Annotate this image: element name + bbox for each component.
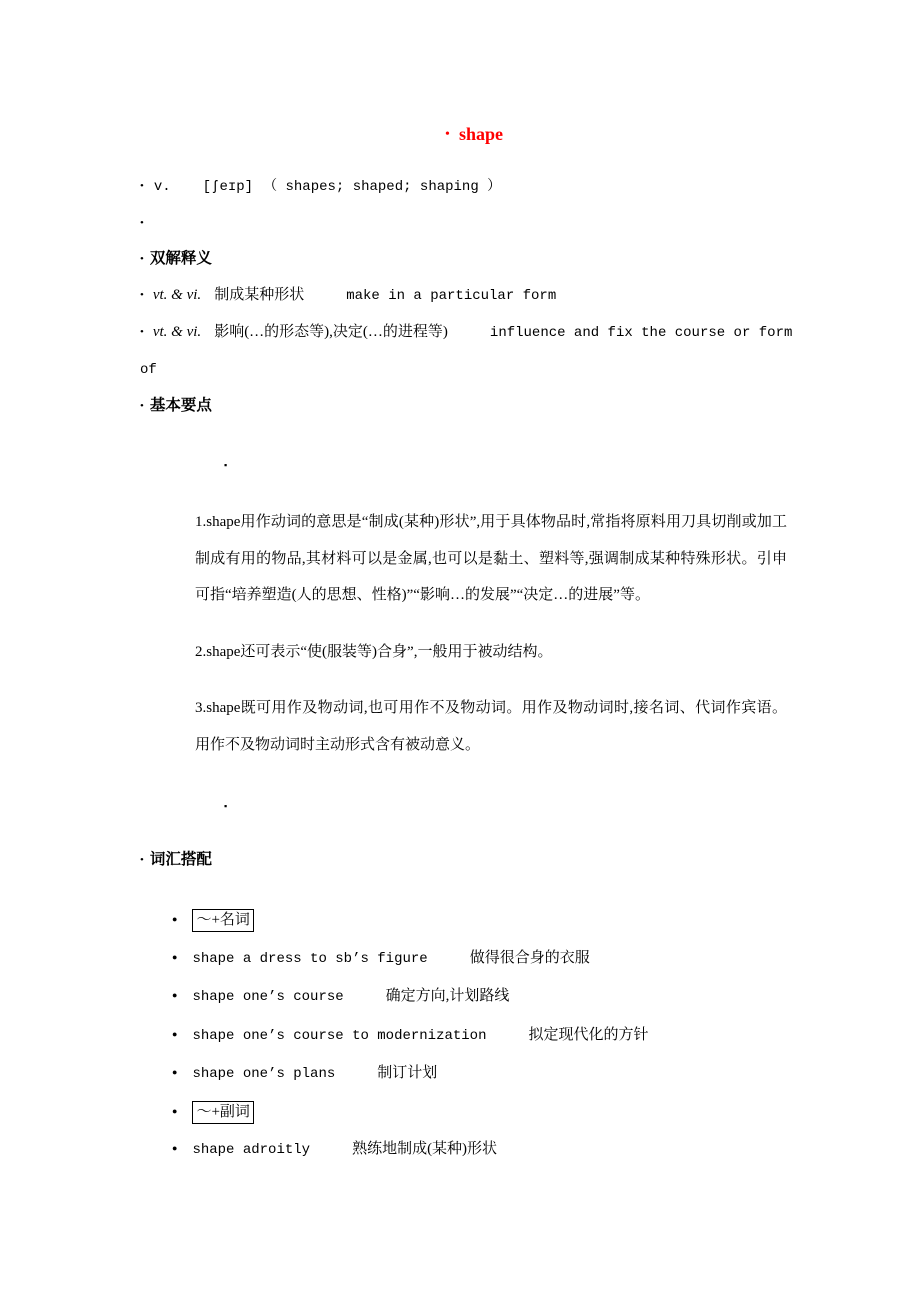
section-heading-meanings	[140, 241, 808, 277]
collocation-row	[172, 1016, 808, 1055]
collocation-category-row	[172, 901, 808, 939]
collocation-english: shape one’s course	[192, 989, 344, 1005]
section-heading-text: 基本要点	[149, 397, 212, 414]
collocation-row	[172, 1130, 808, 1169]
empty-bullet-line	[140, 205, 808, 241]
bullet-icon: •	[140, 217, 144, 229]
collocation-chinese: 拟定现代化的方针	[528, 1026, 649, 1043]
collocation-english: shape one’s plans	[192, 1066, 336, 1082]
part-of-speech: v.	[153, 179, 171, 195]
section-heading-text: 词汇搭配	[149, 851, 212, 868]
collocation-row	[172, 977, 808, 1016]
collocation-english: shape adroitly	[192, 1142, 311, 1158]
round-bullet-icon: ●	[172, 1067, 178, 1077]
round-bullet-icon: ●	[172, 1028, 178, 1039]
list-bullet-line	[224, 446, 808, 483]
collocation-category: ～+副词	[192, 1101, 253, 1124]
meaning-item	[140, 277, 808, 314]
title-bullet-icon: •	[445, 127, 450, 142]
round-bullet-icon: ●	[172, 1143, 178, 1153]
headword-line	[140, 168, 808, 205]
page-title	[140, 122, 808, 148]
section-heading-text: 双解释义	[149, 250, 212, 267]
pronunciation: [ʃeɪp]	[202, 179, 254, 195]
point-paragraph: 2.shape还可表示“使(服装等)合身”,一般用于被动结构。	[195, 643, 553, 660]
bullet-icon: •	[140, 400, 144, 412]
list-bullet-line	[224, 787, 808, 824]
headword-title: shape	[458, 124, 503, 144]
word-forms: （ shapes; shaped; shaping ）	[263, 179, 502, 195]
meaning-chinese: 制成某种形状	[214, 287, 305, 303]
square-bullet-icon: ▪	[224, 801, 228, 811]
bullet-icon: •	[140, 326, 144, 338]
meaning-pos: vt. & vi.	[152, 324, 202, 340]
round-bullet-icon: ●	[172, 951, 178, 962]
collocation-english: shape one’s course to modernization	[192, 1027, 487, 1044]
section-heading-points	[140, 388, 808, 424]
bullet-icon: •	[140, 180, 144, 192]
collocation-chinese: 做得很合身的衣服	[469, 949, 590, 966]
meaning-pos: vt. & vi.	[152, 287, 202, 303]
bullet-icon: •	[140, 854, 144, 866]
point-paragraph: 3.shape既可用作及物动词,也可用作不及物动词。用作及物动词时,接名词、代词作宾语。用作不及物动词时主动形式含有被动意义。	[195, 700, 787, 753]
collocation-list	[140, 901, 808, 1169]
bullet-icon: •	[140, 289, 144, 301]
collocation-chinese: 熟练地制成(某种)形状	[352, 1141, 498, 1157]
meaning-item	[140, 314, 808, 388]
collocation-chinese: 确定方向,计划路线	[385, 988, 510, 1004]
meaning-chinese: 影响(…的形态等),决定(…的进程等)	[214, 324, 448, 340]
collocation-category-row	[172, 1093, 808, 1131]
bullet-icon: •	[140, 253, 144, 265]
meaning-english: make in a particular form	[346, 288, 557, 304]
collocation-category: ～+名词	[192, 909, 253, 932]
collocation-chinese: 制订计划	[377, 1065, 438, 1081]
meaning-english: influence and fix the course or form of	[140, 325, 793, 378]
square-bullet-icon: ▪	[224, 460, 228, 470]
round-bullet-icon: ●	[172, 1105, 178, 1116]
collocation-row	[172, 939, 808, 978]
collocation-row	[172, 1054, 808, 1093]
section-heading-collocations	[140, 842, 808, 878]
round-bullet-icon: ●	[172, 990, 178, 1000]
collocation-english: shape a dress to sb’s figure	[192, 950, 428, 967]
round-bullet-icon: ●	[172, 914, 178, 924]
point-paragraph: 1.shape用作动词的意思是“制成(某种)形状”,用于具体物品时,常指将原料用刀具切削或加工制成有用的物品,其材料可以是金属,也可以是黏土、塑料等,强调制成某种特殊形状。引申可指“培养塑造(人的思想、性格)”“影响…的发展”“决定…的进展”等。	[195, 514, 787, 603]
